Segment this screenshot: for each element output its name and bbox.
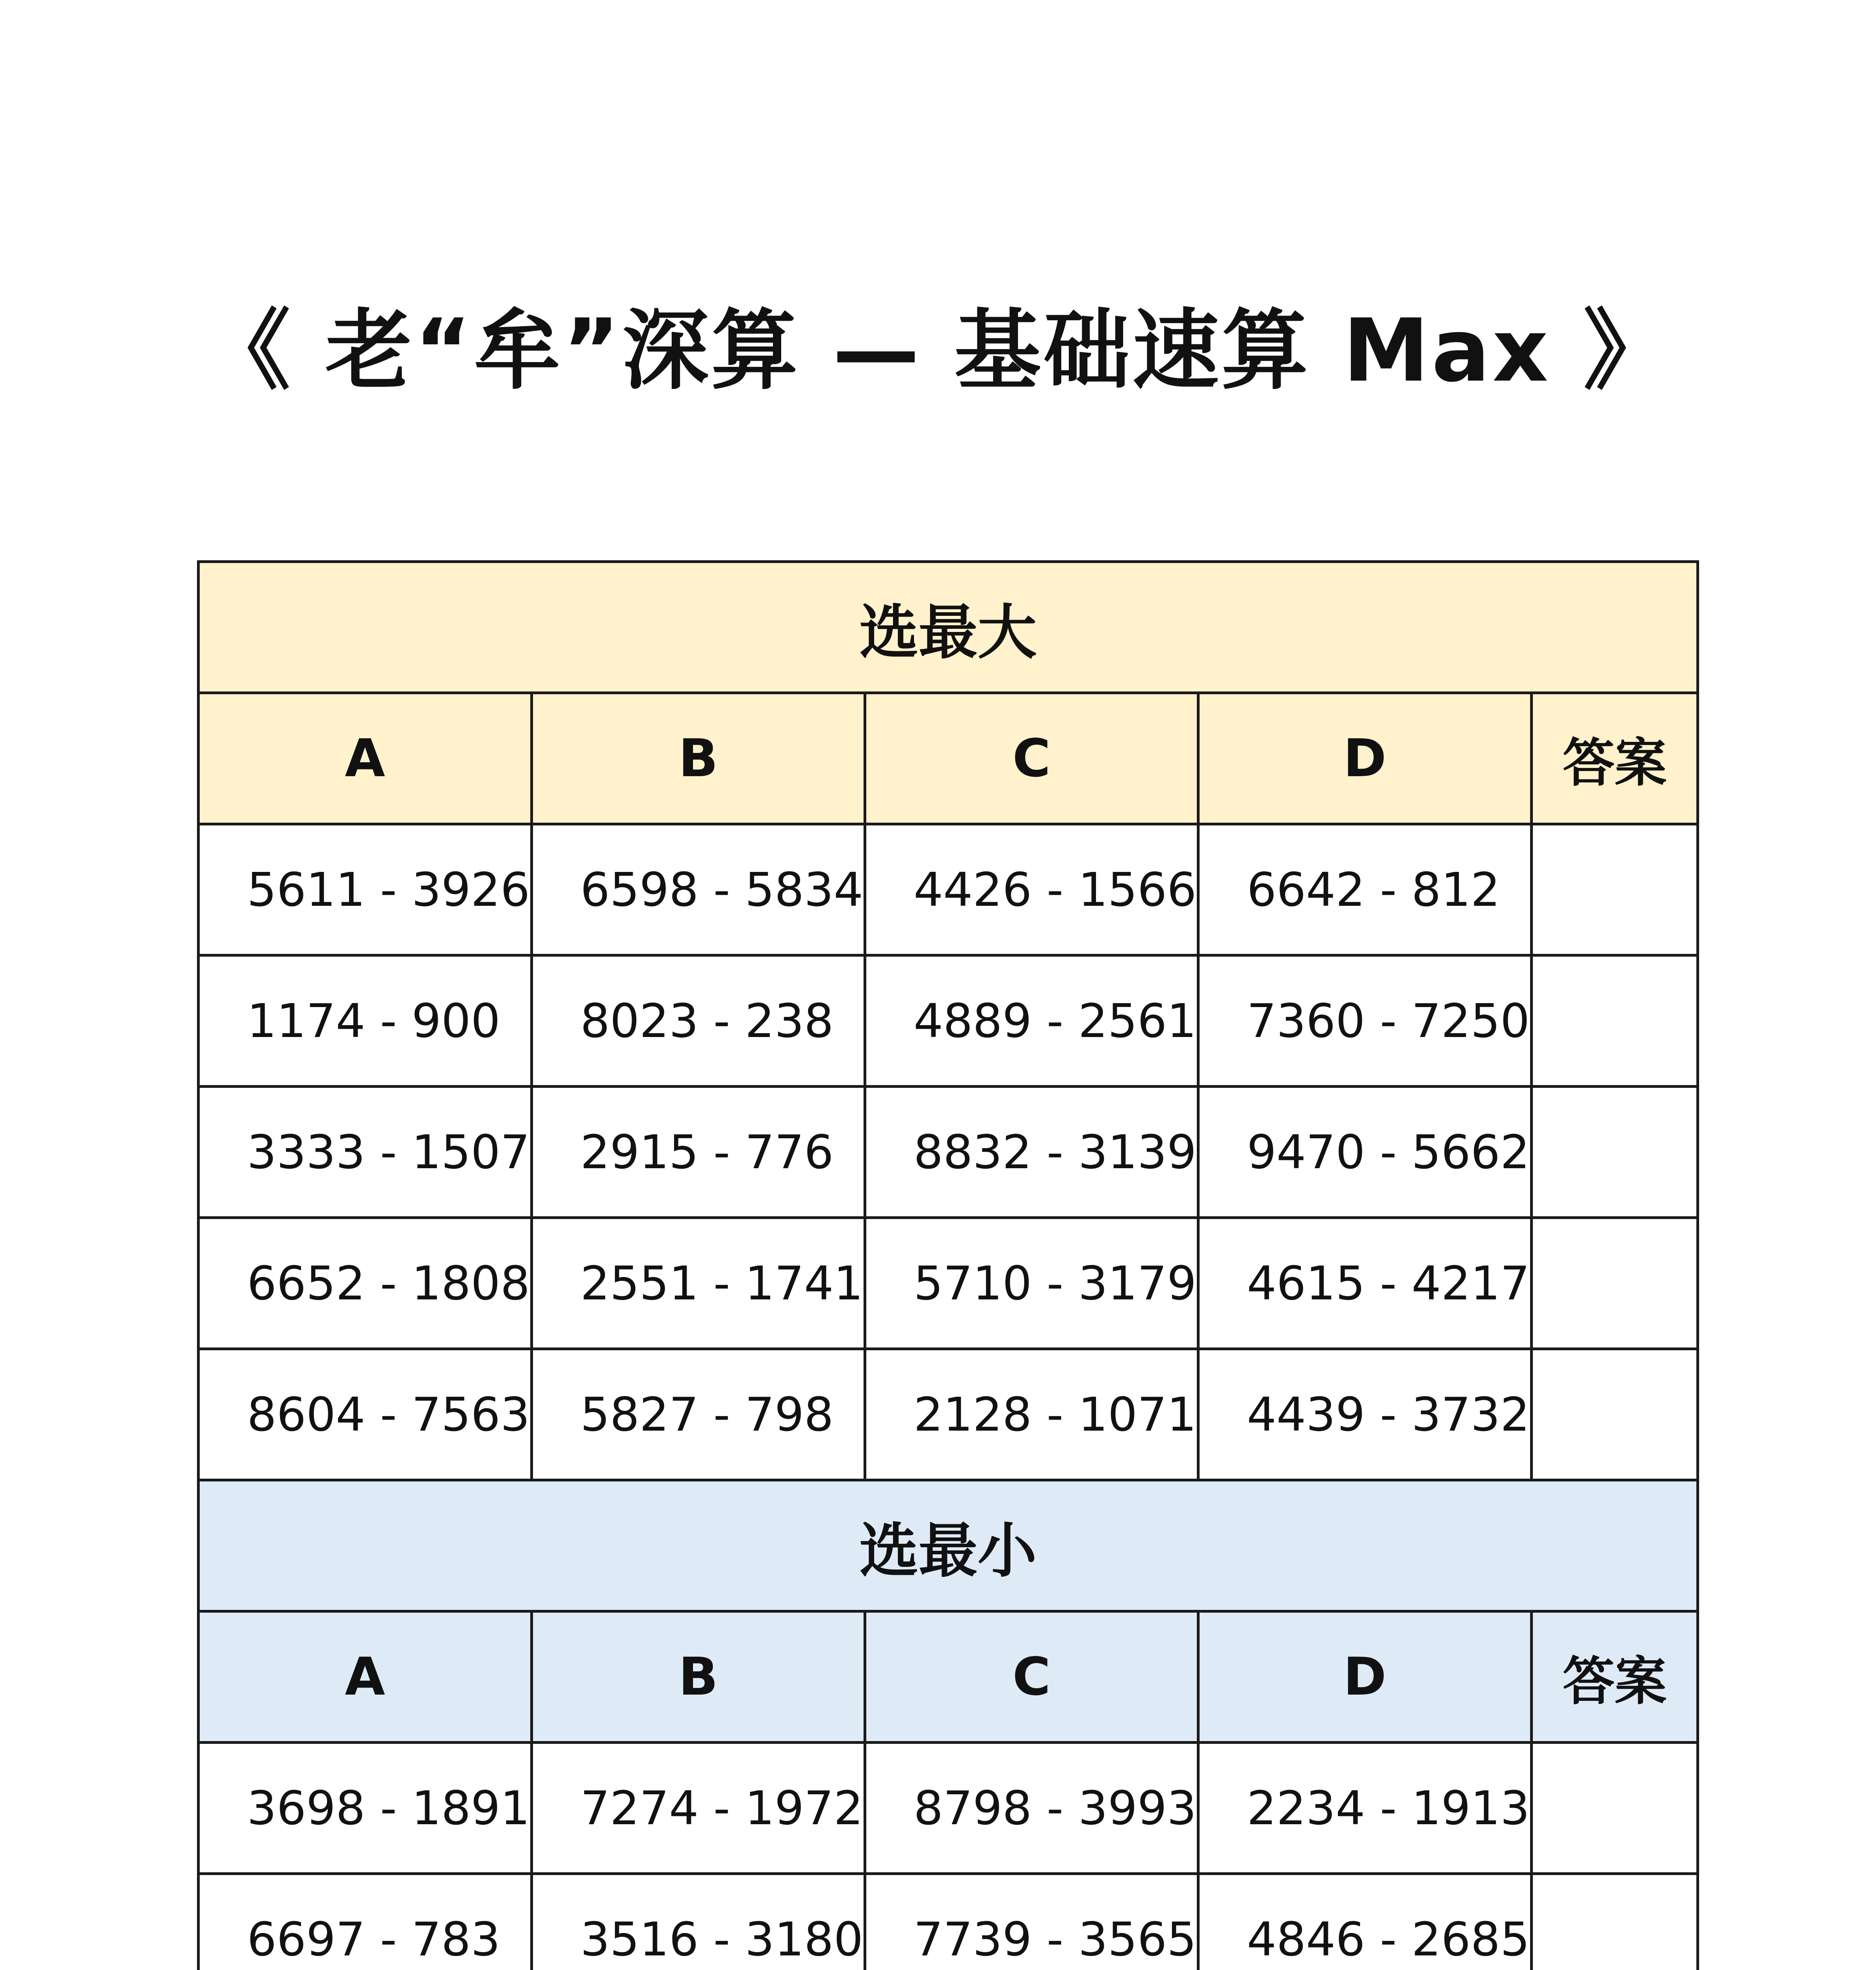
answer-cell[interactable] <box>1532 1874 1698 1970</box>
problem-row <box>199 1743 1698 1874</box>
column-header-c: C <box>865 1611 1198 1743</box>
option-b-cell: 7274 - 1972 <box>532 1743 865 1874</box>
option-a-cell: 1174 - 900 <box>199 955 532 1087</box>
column-header-d: D <box>1198 1611 1532 1743</box>
option-b-cell: 5827 - 798 <box>532 1349 865 1480</box>
answer-cell[interactable] <box>1532 1087 1698 1218</box>
problem-row <box>199 1874 1698 1970</box>
answer-cell[interactable] <box>1532 1349 1698 1480</box>
option-b-cell: 3516 - 3180 <box>532 1874 865 1970</box>
option-c-cell: 4426 - 1566 <box>865 824 1198 955</box>
option-d-cell: 7360 - 7250 <box>1198 955 1532 1087</box>
section-heading: 选最大 <box>199 562 1698 693</box>
option-a-cell: 6697 - 783 <box>199 1874 532 1970</box>
option-b-cell: 8023 - 238 <box>532 955 865 1087</box>
answer-cell[interactable] <box>1532 955 1698 1087</box>
option-d-cell: 4615 - 4217 <box>1198 1218 1532 1349</box>
option-b-cell: 6598 - 5834 <box>532 824 865 955</box>
option-a-cell: 3333 - 1507 <box>199 1087 532 1218</box>
option-d-cell: 2234 - 1913 <box>1198 1743 1532 1874</box>
answer-cell[interactable] <box>1532 1218 1698 1349</box>
section-choose-max <box>199 562 1698 1480</box>
worksheet-title: 《 老“牟”深算 — 基础速算 Max 》 <box>204 300 1672 401</box>
problem-row <box>199 824 1698 955</box>
answer-cell[interactable] <box>1532 1743 1698 1874</box>
problem-row <box>199 1218 1698 1349</box>
option-c-cell: 2128 - 1071 <box>865 1349 1198 1480</box>
column-header-a: A <box>199 1611 532 1743</box>
section-heading-row <box>199 1480 1698 1611</box>
option-c-cell: 7739 - 3565 <box>865 1874 1198 1970</box>
column-header-c: C <box>865 693 1198 824</box>
column-header-answer: 答案 <box>1532 1611 1698 1743</box>
option-c-cell: 5710 - 3179 <box>865 1218 1198 1349</box>
section-choose-min <box>199 1480 1698 1970</box>
section-heading: 选最小 <box>199 1480 1698 1611</box>
column-header-b: B <box>532 1611 865 1743</box>
option-a-cell: 8604 - 7563 <box>199 1349 532 1480</box>
answer-cell[interactable] <box>1532 824 1698 955</box>
column-header-row <box>199 1611 1698 1743</box>
option-c-cell: 8832 - 3139 <box>865 1087 1198 1218</box>
option-c-cell: 8798 - 3993 <box>865 1743 1198 1874</box>
column-header-b: B <box>532 693 865 824</box>
option-a-cell: 6652 - 1808 <box>199 1218 532 1349</box>
option-c-cell: 4889 - 2561 <box>865 955 1198 1087</box>
option-d-cell: 9470 - 5662 <box>1198 1087 1532 1218</box>
option-b-cell: 2551 - 1741 <box>532 1218 865 1349</box>
column-header-answer: 答案 <box>1532 693 1698 824</box>
section-heading-row <box>199 562 1698 693</box>
option-b-cell: 2915 - 776 <box>532 1087 865 1218</box>
option-d-cell: 4439 - 3732 <box>1198 1349 1532 1480</box>
arithmetic-worksheet-table <box>197 560 1699 1970</box>
option-d-cell: 6642 - 812 <box>1198 824 1532 955</box>
column-header-row <box>199 693 1698 824</box>
problem-row <box>199 1349 1698 1480</box>
option-d-cell: 4846 - 2685 <box>1198 1874 1532 1970</box>
column-header-d: D <box>1198 693 1532 824</box>
column-header-a: A <box>199 693 532 824</box>
problem-row <box>199 1087 1698 1218</box>
option-a-cell: 3698 - 1891 <box>199 1743 532 1874</box>
problem-row <box>199 955 1698 1087</box>
option-a-cell: 5611 - 3926 <box>199 824 532 955</box>
